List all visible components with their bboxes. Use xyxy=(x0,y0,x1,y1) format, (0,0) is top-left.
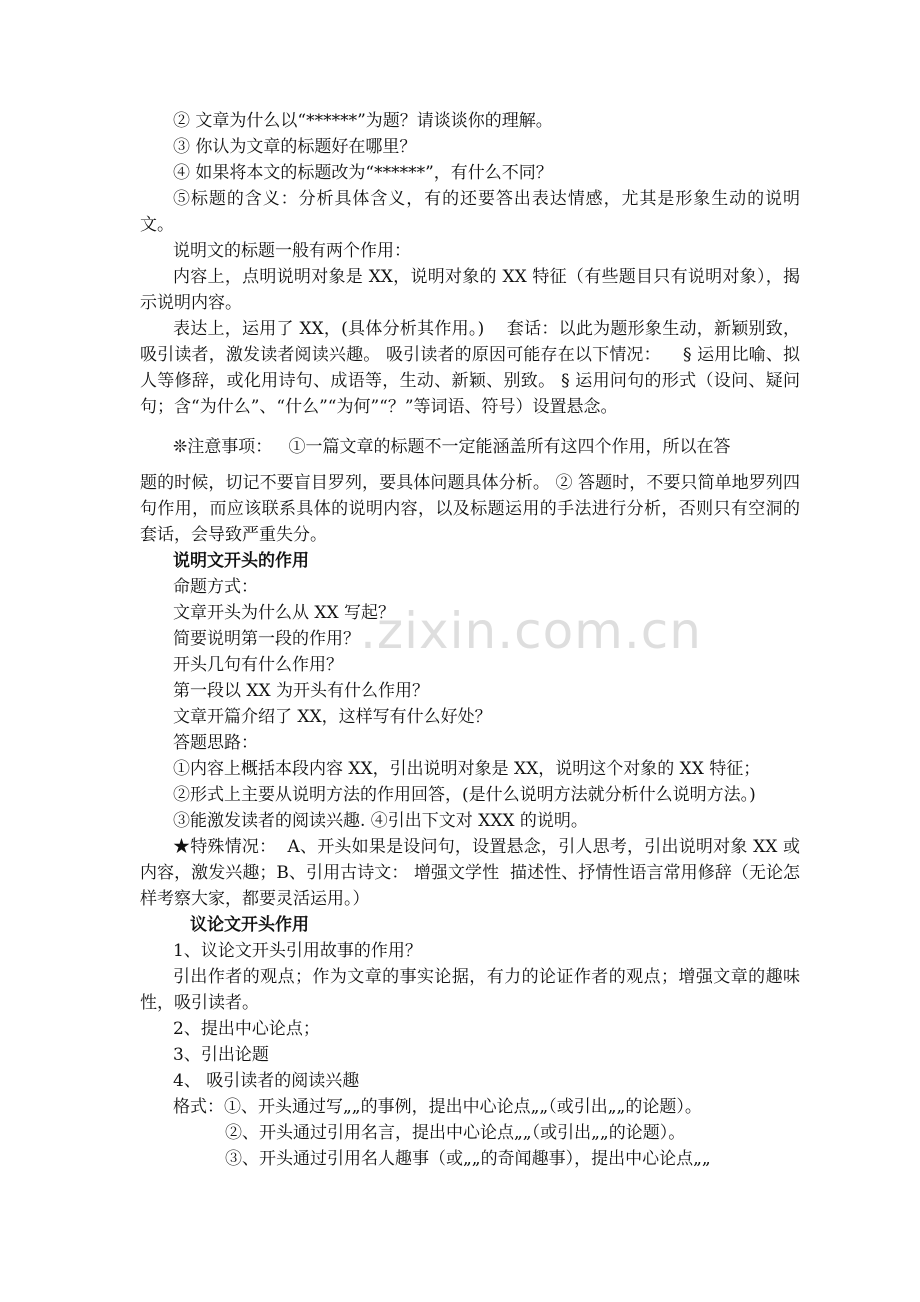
question-format-item: 开头几句有什么作用？ xyxy=(173,655,343,675)
watermark: .zixin.com.cn xyxy=(360,602,702,660)
question-format-label: 命题方式： xyxy=(173,577,258,597)
content-paragraph: 内容上，点明说明对象是 XX，说明对象的 XX 特征（有些题目只有说明对象），揭示说明内容。 xyxy=(140,267,800,313)
section-heading-argumentative-opening: 议论文开头作用 xyxy=(190,915,309,935)
document-page xyxy=(140,108,800,1172)
argumentative-item: 3、引出论题 xyxy=(173,1045,269,1065)
title-meaning-paragraph: ⑤标题的含义：分析具体含义，有的还要答出表达情感，尤其是形象生动的说明文。 xyxy=(140,189,800,235)
title-function-heading: 说明文的标题一般有两个作用： xyxy=(173,241,411,261)
answer-approach-label: 答题思路： xyxy=(173,733,258,753)
question-format-item: 第一段以 XX 为开头有什么作用？ xyxy=(173,681,430,701)
argumentative-paragraph: 引出作者的观点；作为文章的事实论据，有力的论证作者的观点；增强文章的趣味性，吸引读者。 xyxy=(140,967,800,1013)
format-line: ②、开头通过引用名言，提出中心论点„„（或引出„„的论题）。 xyxy=(225,1123,686,1143)
answer-approach-item: ②形式上主要从说明方法的作用回答，(是什么说明方法就分析什么说明方法。) xyxy=(173,785,756,805)
question-format-item: 文章开篇介绍了 XX，这样写有什么好处？ xyxy=(173,707,492,727)
question-format-item: 文章开头为什么从 XX 写起？ xyxy=(173,603,396,623)
argumentative-item: 2、提出中心论点； xyxy=(173,1019,320,1039)
question-line-4: ④ 如果将本文的标题改为“******”，有什么不同？ xyxy=(173,163,553,183)
format-line: 格式：①、开头通过写„„的事例，提出中心论点„„（或引出„„的论题）。 xyxy=(173,1097,702,1117)
format-line: ③、开头通过引用名人趣事（或„„的奇闻趣事），提出中心论点„„ xyxy=(225,1149,711,1169)
notes-continuation: 题的时候，切记不要盲目罗列，要具体问题具体分析。 ② 答题时，不要只简单地罗列四句作用，而应该联系具体的说明内容，以及标题运用的手法进行分析，否则只有空洞的套话，会导致严重失分。 xyxy=(140,473,800,545)
section-heading-expository-opening: 说明文开头的作用 xyxy=(173,551,309,571)
answer-approach-item: ③能激发读者的阅读兴趣. ④引出下文对 XXX 的说明。 xyxy=(173,811,588,831)
argumentative-item: 1、议论文开头引用故事的作用？ xyxy=(173,941,422,961)
special-cases-paragraph: ★特殊情况： A、开头如果是设问句，设置悬念，引人思考，引出说明对象 XX 或内容，激发兴趣；B、引用古诗文： 增强文学性 描述性、抒情性语言常用修辞（无论怎样考察大家，都要灵活运用。） xyxy=(140,837,800,909)
question-format-item: 简要说明第一段的作用？ xyxy=(173,629,360,649)
argumentative-item: 4、 吸引读者的阅读兴趣 xyxy=(173,1071,360,1091)
question-line-3: ③ 你认为文章的标题好在哪里？ xyxy=(173,137,417,157)
answer-approach-item: ①内容上概括本段内容 XX，引出说明对象是 XX，说明这个对象的 XX 特征； xyxy=(173,759,761,779)
expression-paragraph: 表达上，运用了 XX，(具体分析其作用。) 套话：以此为题形象生动，新颖别致，吸引读者，激发读者阅读兴趣。 吸引读者的原因可能存在以下情况： § 运用比喻、拟人等修辞，或化用诗句、成语等，生动、新颖、别致。 § 运用问句的形式（设问、疑问句；含“为什么”、“什么”“为何”“？”等词语、符号）设置悬念。 xyxy=(140,319,800,417)
question-line-2: ② 文章为什么以“******”为题？请谈谈你的理解。 xyxy=(173,111,553,131)
notes-line: ❊注意事项： ①一篇文章的标题不一定能涵盖所有这四个作用，所以在答 xyxy=(173,437,731,457)
